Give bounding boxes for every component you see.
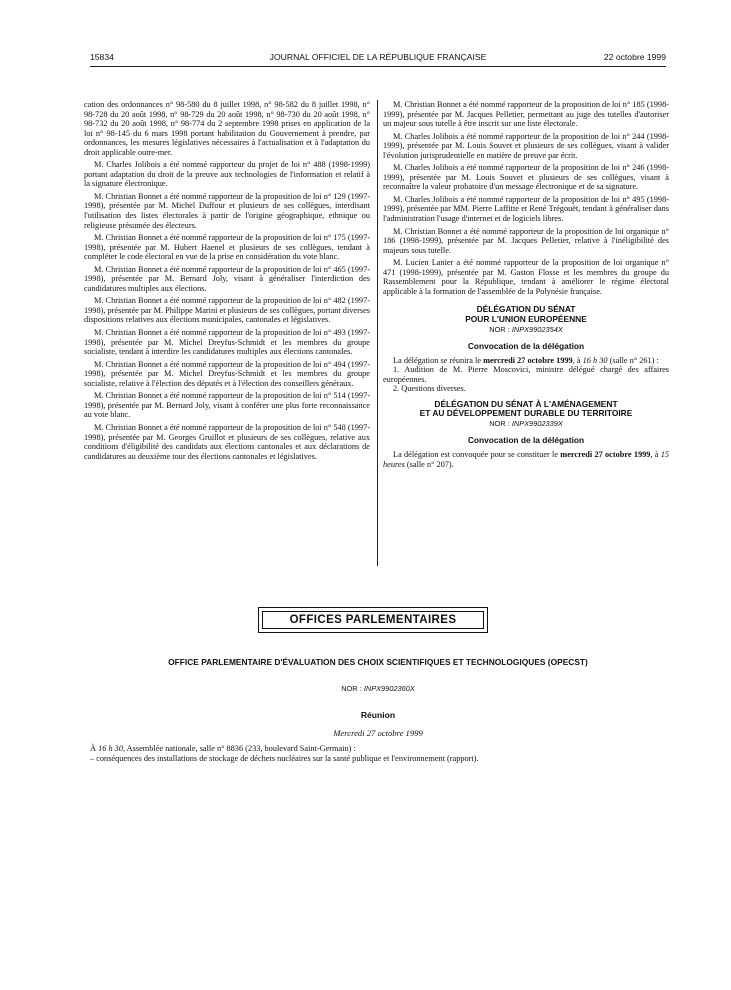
- paragraph: M. Christian Bonnet a été nommé rapporteur de la proposition de loi n° 494 (1997-1998), présentée par M. Michel Dreyfus-Schmidt et les membres du groupe socialiste, relative à l'élection des députés et à l'élection des conseillers généraux.: [84, 359, 370, 388]
- meeting-date: mercredi 27 octobre 1999: [483, 355, 573, 365]
- agenda-prefix: À: [90, 744, 96, 753]
- paragraph: M. Lucien Lanier a été nommé rapporteur de la proposition de loi organique n° 471 (1998-1999), présentée par M. Gaston Flosse et les membres du groupe du Rassemblement pour la République, tendant à améliorer le régime électoral applicable à la formation de l'assemblée de la Polynésie française.: [383, 258, 669, 296]
- agenda-line: [90, 744, 666, 754]
- section-title-line: DÉLÉGATION DU SÉNAT: [476, 304, 576, 315]
- offices-heading-box: [258, 607, 488, 633]
- section-title: [383, 400, 669, 419]
- meeting-notice: [383, 450, 669, 469]
- journal-title: JOURNAL OFFICIEL DE LA RÉPUBLIQUE FRANÇAISE: [269, 52, 487, 62]
- header-rule: [90, 66, 666, 67]
- nor-label: NOR :: [489, 324, 510, 334]
- left-column: [84, 100, 370, 464]
- issue-date: 22 octobre 1999: [603, 52, 666, 62]
- reunion-date: Mercredi 27 octobre 1999: [333, 728, 423, 738]
- paragraph: M. Charles Jolibois a été nommé rapporteur de la proposition de loi n° 244 (1998-1999), présentée par M. Louis Souvet et plusieurs de ses collègues, visant à valider l'évolution jurisprudentielle en matière de preuve par écrit.: [383, 131, 669, 160]
- paragraph: M. Christian Bonnet a été nommé rapporteur de la proposition de loi organique n° 186 (1998-1999), présentée par M. Jacques Pelletier, relative à l'inéligibilité des majeurs sous tutelle.: [383, 226, 669, 255]
- paragraph: M. Christian Bonnet a été nommé rapporteur de la proposition de loi n° 465 (1997-1998), présentée par M. Bernard Joly, visant à généraliser l'interdiction des candidatures multiples aux élections.: [84, 264, 370, 293]
- paragraph: M. Christian Bonnet a été nommé rapporteur de la proposition de loi n° 548 (1997-1998), présentée par M. Georges Gruillot et plusieurs de ses collègues, relative aux conditions d'éligibilité des candidats aux élections cantonales et aux déclarations de candidatures au deuxième tour des élections cantonales et législatives.: [84, 422, 370, 461]
- agenda: [90, 744, 666, 764]
- agenda-place: , Assemblée nationale, salle n° 8836 (233, boulevard Saint-Germain) :: [122, 744, 356, 753]
- meeting-prefix: La délégation est convoquée pour se constituer le: [393, 449, 559, 459]
- reunion-title: Réunion: [360, 710, 396, 720]
- nor-reference: [383, 419, 669, 428]
- offices-heading: OFFICES PARLEMENTAIRES: [262, 611, 484, 629]
- paragraph: M. Christian Bonnet a été nommé rapporteur de la proposition de loi n° 175 (1997-1998), présentée par M. Hubert Haenel et plusieurs de ses collègues, tendant à compléter le code électoral en vue de la prise en considération du vote blanc.: [84, 233, 370, 262]
- paragraph: M. Charles Jolibois a été nommé rapporteur de la proposition de loi n° 495 (1998-1999), présentée par MM. Pierre Laffitte et René Trégouët, tendant à généraliser dans l'administration l'usage d'internet et de logiciels libres.: [383, 194, 669, 224]
- paragraph: M. Charles Jolibois a été nommé rapporteur du projet de loi n° 488 (1998-1999) portant adaptation du droit de la preuve aux technologies de l'information et relatif à la signature électronique.: [84, 160, 370, 189]
- office-title: OFFICE PARLEMENTAIRE D'ÉVALUATION DES CHOIX SCIENTIFIQUES ET TECHNOLOGIQUES (OPECST): [168, 657, 588, 667]
- right-column: [383, 100, 669, 472]
- agenda-item: 1. Audition de M. Pierre Moscovici, ministre délégué chargé des affaires européennes.: [383, 365, 669, 384]
- delegation-territoire-section: [383, 400, 669, 469]
- section-title-line: DÉLÉGATION DU SÉNAT À L'AMÉNAGEMENT: [434, 398, 618, 409]
- nor-label: NOR :: [489, 418, 510, 428]
- section-title-line: POUR L'UNION EUROPÉENNE: [465, 313, 587, 324]
- column-divider: [377, 100, 378, 566]
- agenda-time: 16 h 30: [98, 744, 123, 753]
- meeting-date: mercredi 27 octobre 1999: [560, 449, 651, 459]
- paragraph: M. Christian Bonnet a été nommé rapporteur de la proposition de loi n° 514 (1997-1998), présentée par M. Bernard Joly, visant à conférer une plus forte reconnaissance au vote blanc.: [84, 391, 370, 420]
- nor-code: INPX9902354X: [511, 324, 563, 334]
- paragraph: M. Christian Bonnet a été nommé rapporteur de la proposition de loi n° 482 (1997-1998), présentée par M. Philippe Marini et plusieurs de ses collègues, portant diverses dispositions relatives aux élections municipales, cantonales et législatives.: [84, 296, 370, 325]
- meeting-at: , à: [572, 355, 581, 365]
- meeting-time: 15 heures: [383, 449, 669, 469]
- nor-reference: [383, 325, 669, 334]
- nor-code: INPX9902339X: [511, 418, 563, 428]
- meeting-notice: [383, 356, 669, 366]
- nor-reference: [90, 684, 666, 693]
- meeting-room: (salle n° 207).: [406, 459, 454, 469]
- meeting-room: (salle n° 261) :: [609, 355, 659, 365]
- paragraph: cation des ordonnances n° 98-580 du 8 juillet 1998, n° 98-582 du 8 juillet 1998, n° 98-728 du 20 août 1998, n° 98-729 du 20 août 1998, n° 98-730 du 20 août 1998, n° 98-732 du 20 août 1998, n° 98-774 du 2 septembre 1998 prises en application de la loi n° 98-145 du 6 mars 1998 portant habilitation du Gouvernement à prendre, par ordonnances, les mesures législatives nécessaires à l'actualisation et à l'adaptation du droit applicable outre-mer.: [84, 100, 370, 157]
- section-title: [383, 305, 669, 324]
- paragraph: M. Charles Jolibois a été nommé rapporteur de la proposition de loi n° 246 (1998-1999), présentée par M. Louis Souvet et plusieurs de ses collègues, visant à reconnaître la valeur probatoire d'un message électronique et de sa signature.: [383, 163, 669, 192]
- convocation-title: Convocation de la délégation: [467, 434, 585, 445]
- paragraph: M. Christian Bonnet a été nommé rapporteur de la proposition de loi n° 185 (1998-1999), présentée par M. Jacques Pelletier, permettant au juge des tutelles d'autoriser un majeur sous tutelle à être inscrit sur une liste électorale.: [383, 100, 669, 129]
- page-header: [90, 52, 666, 66]
- nor-code: INPX9902360X: [363, 684, 415, 693]
- page-number: 15834: [90, 52, 114, 62]
- convocation-title: Convocation de la délégation: [467, 340, 585, 351]
- nor-label: NOR :: [341, 684, 362, 693]
- agenda-item: 2. Questions diverses.: [393, 384, 466, 394]
- delegation-europe-section: [383, 305, 669, 393]
- meeting-prefix: La délégation se réunira le: [393, 355, 481, 365]
- paragraph: M. Christian Bonnet a été nommé rapporteur de la proposition de loi n° 493 (1997-1998), présentée par M. Michel Dreyfus-Schmidt et les membres du groupe socialiste, tendant à interdire les candidatures multiples aux élections cantonales.: [84, 328, 370, 357]
- paragraph: M. Christian Bonnet a été nommé rapporteur de la proposition de loi n° 129 (1997-1998), présentée par M. Michel Duffour et plusieurs de ses collègues, interdisant l'utilisation des listes électorales à partir de l'origine géographique, ethnique ou religieuse présumée des électeurs.: [84, 191, 370, 230]
- meeting-time: 16 h 30: [582, 355, 608, 365]
- agenda-item: – conséquences des installations de stockage de déchets nucléaires sur la santé publique et l'environnement (rapport).: [90, 754, 479, 763]
- section-title-line: ET AU DÉVELOPPEMENT DURABLE DU TERRITOIRE: [419, 408, 633, 419]
- meeting-at: , à: [650, 449, 659, 459]
